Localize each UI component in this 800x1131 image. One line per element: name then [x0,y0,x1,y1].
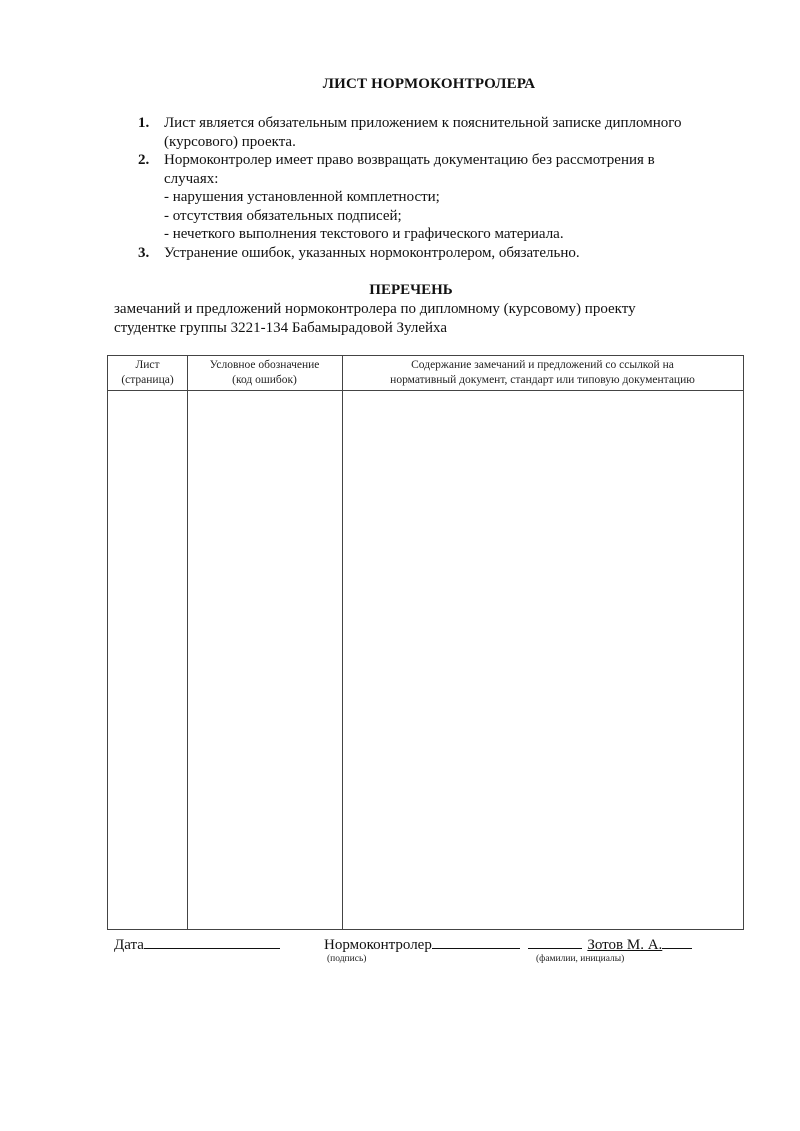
item-text: Нормоконтролер имеет право возвращать документацию без рассмотрения в [164,152,655,168]
item-text: Лист является обязательным приложением к пояснительной записке дипломного [164,115,682,131]
column-header-content [342,358,743,388]
column-divider [342,356,343,929]
document-title: ЛИСТ НОРМОКОНТРОЛЕРА [322,76,536,92]
header-line: нормативный документ, стандарт или типовую документацию [390,374,695,386]
sub-item: - отсутствия обязательных подписей; [164,207,402,224]
list-item [138,114,738,151]
description-line: студентке группы 3221-134 Бабамырадовой Зулейха [114,319,448,336]
name-blank [662,934,692,949]
signature-blank [432,934,520,949]
header-line: Условное обозначение [209,359,320,371]
section-title: ПЕРЕЧЕНЬ [369,282,453,298]
date-label: Дата [114,937,144,953]
remarks-table [107,355,744,930]
header-line: (код ошибок) [232,374,297,386]
header-line: Содержание замечаний и предложений со ссылкой на [411,359,674,371]
column-divider [187,356,188,929]
item-text: (курсового) проекта. [164,133,296,150]
list-item [138,151,738,244]
header-line: (страница) [121,374,174,386]
normocontroller-label: Нормоконтролер [324,937,432,953]
item-number: 3. [138,244,150,261]
signer-name: Зотов М. А. [587,937,663,953]
sub-item: - нарушения установленной комплетности; [164,189,440,205]
date-field [114,934,280,954]
rules-list [138,114,738,262]
item-text: Устранение ошибок, указанных нормоконтролером, обязательно. [164,244,580,261]
normocontroller-field [324,934,692,954]
column-header-code [187,358,342,388]
column-header-sheet [108,358,187,388]
signature-blank [528,934,582,949]
item-number: 1. [138,115,150,131]
description-line: замечаний и предложений нормоконтролера по дипломному (курсовому) проекту [114,301,636,317]
sub-item: - нечеткого выполнения текстового и графического материала. [164,226,564,242]
signature-footer [114,934,754,974]
header-divider [108,390,743,391]
section-description [114,300,734,337]
name-caption: (фамилии, инициалы) [536,954,625,964]
signature-caption: (подпись) [327,954,367,964]
date-blank [144,934,280,949]
list-item [138,244,738,263]
item-number: 2. [138,152,150,168]
item-text: случаях: [164,170,219,187]
header-line: Лист [135,359,160,371]
